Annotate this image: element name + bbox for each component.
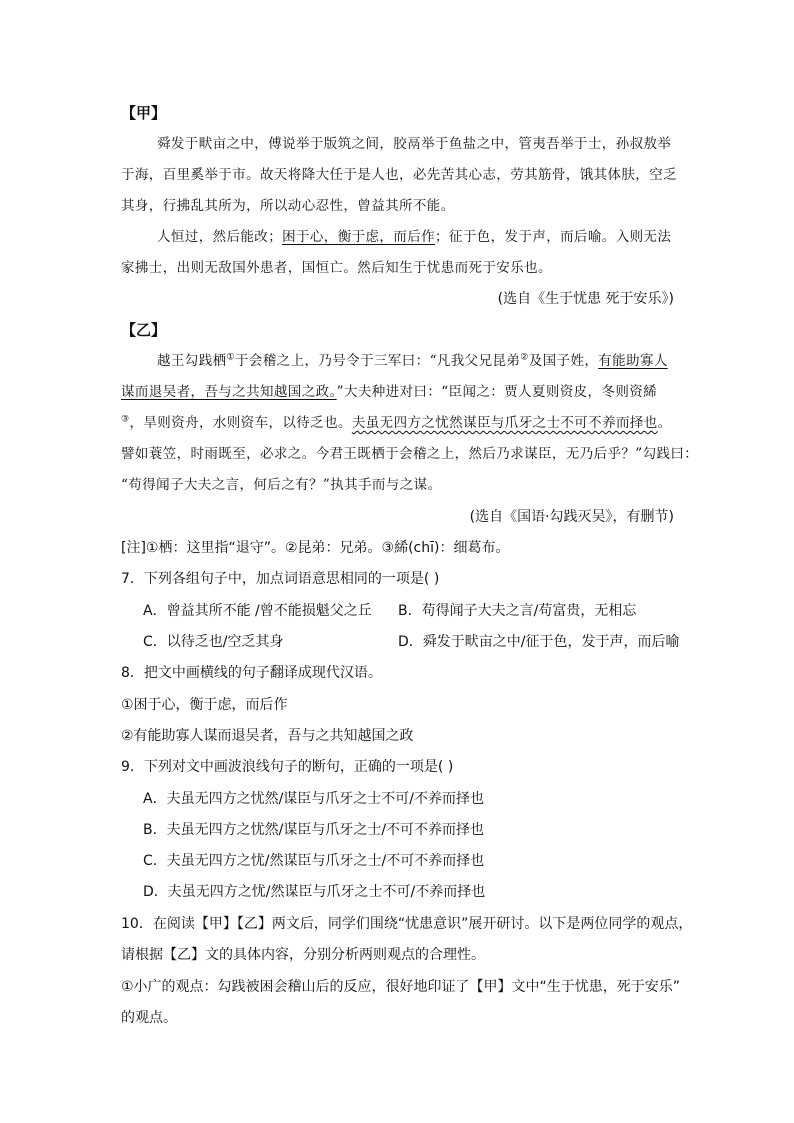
jia-text-line: 于海，百里奚举于市。故天将降大任于是人也，必先苦其心志，劳其筋骨，饿其体肤，空乏 [121, 167, 677, 183]
q9-option-a: A．夫虽无四方之忧然/谋臣与爪牙之士不可/不养而择也 [143, 791, 485, 807]
yi-text-segment: 于会稽之上，乃号令于三军曰：“凡我父兄昆弟 [234, 353, 521, 369]
jia-text-line: 家拂士，出则无敌国外患者，国恒亡。然后知生于忧患而死于安乐也。 [121, 260, 552, 276]
underlined-sentence: 谋而退吴者，吾与之共知越国之政。 [121, 384, 337, 400]
footnote-marker: ① [226, 352, 235, 363]
footnote: [注]①栖：这里指“退守”。②昆弟：兄弟。③絺(chī)：细葛布。 [121, 540, 510, 556]
q8-sentence-2: ②有能助寡人谋而退吴者，吾与之共知越国之政 [121, 728, 414, 744]
yi-text-line [121, 413, 672, 433]
yi-text-segment: ，旱则资舟，水则资车，以待乏也。 [129, 415, 352, 431]
jia-text-line [157, 227, 671, 247]
q9-option-c: C．夫虽无四方之忧/然谋臣与爪牙之士/不可不养而择也 [143, 853, 485, 869]
yi-text-line [121, 382, 657, 402]
q10-viewpoint-1: ①小广的观点：勾践被困会稽山后的反应，很好地印证了【甲】文中“生于忧患，死于安乐” [121, 979, 681, 995]
underlined-sentence: 有能助寡人 [598, 353, 668, 369]
q9-option-d: D．夫虽无四方之忧/然谋臣与爪牙之士不可/不养而择也 [143, 884, 486, 900]
yi-text-segment: 越王勾践栖 [157, 353, 227, 369]
q7-option-a: A．曾益其所不能 /曾不能损魁父之丘 [143, 603, 372, 619]
jia-text-line: 舜发于畎亩之中，傅说举于版筑之间，胶鬲举于鱼盐之中，管夷吾举于士，孙叔敖举 [157, 136, 672, 152]
footnote-marker: ③ [121, 414, 130, 425]
question-10-stem: 10．在阅读【甲】【乙】两文后，同学们围绕“忧患意识”展开研讨。以下是两位同学的观点， [121, 916, 693, 932]
section-header-jia: 【甲】 [121, 104, 167, 122]
question-7-stem: 7．下列各组句子中，加点词语意思相同的一项是( ) [121, 571, 440, 587]
question-8-stem: 8．把文中画横线的句子翻译成现代汉语。 [121, 665, 382, 681]
q8-sentence-1: ①困于心，衡于虑，而后作 [121, 697, 288, 713]
footnote-marker: ② [520, 352, 529, 363]
yi-text-line: “苟得闻子大夫之言，何后之有？”执其手而与之谋。 [121, 477, 442, 493]
question-9-stem: 9．下列对文中画波浪线句子的断句，正确的一项是( ) [121, 759, 454, 775]
yi-text-segment: 及国子姓， [528, 353, 599, 369]
question-10-stem-cont: 请根据【乙】文的具体内容，分别分析两则观点的合理性。 [121, 947, 485, 963]
q7-option-c: C．以待乏也/空乏其身 [143, 634, 284, 650]
yi-text-segment: 。 [657, 415, 672, 431]
wavy-underlined-sentence: 夫虽无四方之忧然谋臣与爪牙之士不可不养而择也 [351, 415, 658, 431]
jia-text-line: 其身，行拂乱其所为，所以动心忍性，曾益其所不能。 [121, 198, 455, 214]
underlined-sentence: 困于心，衡于虑，而后作 [282, 229, 436, 245]
yi-text-segment: ”大夫种进对曰：“臣闻之：贾人夏则资皮，冬则资絺 [336, 384, 658, 400]
q7-option-b: B．苟得闻子大夫之言/苟富贵，无相忘 [398, 603, 637, 619]
yi-source: (选自《国语·勾践灭吴》，有删节) [469, 509, 674, 525]
jia-source: (选自《生于忧患 死于安乐》) [497, 291, 674, 307]
section-header-yi: 【乙】 [121, 321, 167, 339]
q10-viewpoint-1-cont: 的观点。 [121, 1010, 177, 1026]
yi-text-line [157, 351, 668, 371]
yi-text-line: 譬如蓑笠，时雨既至，必求之。今君王既栖于会稽之上，然后乃求谋臣，无乃后乎？”勾践曰： [121, 446, 699, 462]
jia-text-segment: 人恒过，然后能改； [157, 229, 283, 245]
q7-option-d: D．舜发于畎亩之中/征于色，发于声，而后喻 [398, 634, 680, 650]
jia-text-segment: ；征于色，发于声，而后喻。入则无法 [435, 229, 672, 245]
q9-option-b: B．夫虽无四方之忧然/谋臣与爪牙之士/不可不养而择也 [143, 822, 485, 838]
